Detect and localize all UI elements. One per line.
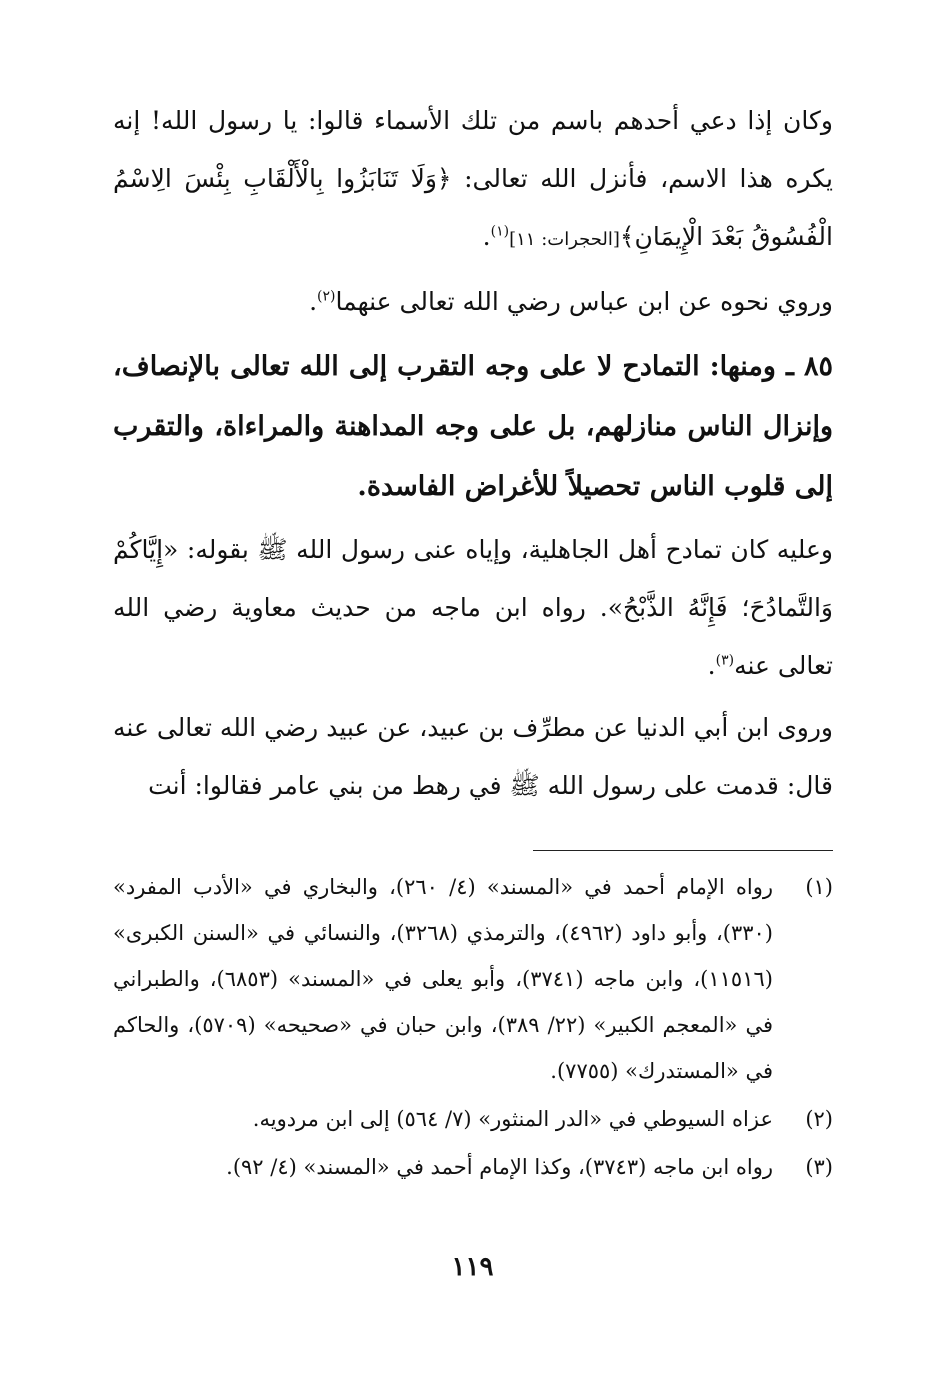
- quran-verse: ﴿وَلَا تَنَابَزُوا بِالْأَلْقَابِ بِئْسَ الِاسْمُ الْفُسُوقُ بَعْدَ الْإِيمَانِ﴾: [113, 164, 833, 251]
- footnote-1: [113, 864, 833, 1094]
- footnote-number: (٢): [805, 1107, 833, 1131]
- footnote-2: [113, 1096, 833, 1142]
- paragraph-1-text: وكان إذا دعي أحدهم باسم من تلك الأسماء قالوا: يا رسول الله! إنه يكره هذا الاسم، فأنزل الله تعالى:: [113, 106, 833, 193]
- paragraph-4-end: .: [707, 651, 716, 680]
- paragraph-4-text: وعليه كان تمادح أهل الجاهلية، وإياه عنى رسول الله ﷺ بقوله:: [178, 535, 833, 564]
- section-85-heading: [113, 337, 833, 517]
- footnotes: [113, 864, 833, 1192]
- paragraph-2-text: وروي نحوه عن ابن عباس رضي الله تعالى عنهما: [335, 287, 833, 316]
- footnote-text: عزاه السيوطي في «الدر المنثور» (٧/ ٥٦٤) إلى ابن مردويه.: [252, 1107, 773, 1131]
- page-number: ١١٩: [451, 1252, 494, 1282]
- hadith-quote: «إِيَّاكُمْ وَالتَّمادُحَ؛ فَإِنَّهُ الذَّبْحُ»: [113, 535, 833, 622]
- footnote-divider: [533, 850, 833, 851]
- footnote-ref-3[interactable]: (٣): [715, 652, 735, 669]
- footnote-ref-2[interactable]: (٢): [317, 288, 336, 305]
- footnote-ref-1[interactable]: (١): [490, 223, 510, 240]
- paragraph-4: [113, 521, 833, 695]
- paragraph-1: [113, 92, 833, 269]
- paragraph-4-text-2: . رواه ابن ماجه من حديث معاوية رضي الله تعالى عنه: [113, 593, 833, 680]
- footnote-number: (٣): [805, 1155, 833, 1179]
- verse-source: [الحجرات: ١١]: [509, 229, 620, 250]
- footnote-3: [113, 1144, 833, 1190]
- footnote-text: رواه ابن ماجه (٣٧٤٣)، وكذا الإمام أحمد في «المسند» (٤/ ٩٢).: [226, 1155, 773, 1179]
- paragraph-2-end: .: [309, 287, 318, 316]
- main-text: [113, 92, 833, 819]
- paragraph-5-text: وروى ابن أبي الدنيا عن مطرِّف بن عبيد، عن عبيد رضي الله تعالى عنه قال: قدمت على رسول الله ﷺ في رهط من بني عامر فقالوا: أنت: [113, 713, 833, 800]
- paragraph-2: [113, 273, 833, 331]
- paragraph-5: [113, 699, 833, 815]
- paragraph-1-end: .: [482, 222, 491, 251]
- section-85-text: ٨٥ ـ ومنها: التمادح لا على وجه التقرب إلى الله تعالى بالإنصاف، وإنزال الناس منازلهم، بل على وجه المداهنة والمراءاة، والتقرب إلى قلوب الناس تحصيلاً للأغراض الفاسدة.: [113, 351, 833, 502]
- footnote-number: (١): [805, 875, 833, 899]
- footnote-text: رواه الإمام أحمد في «المسند» (٤/ ٢٦٠)، والبخاري في «الأدب المفرد» (٣٣٠)، وأبو داود (٤٩٦٢)، والترمذي (٣٢٦٨)، والنسائي في «السنن الكبرى» (١١٥١٦)، وابن ماجه (٣٧٤١)، وأبو يعلى في «المسند» (٦٨٥٣)، والطبراني في «المعجم الكبير» (٢٢/ ٣٨٩)، وابن حبان في «صحيحه» (٥٧٠٩)، والحاكم في «المستدرك» (٧٧٥٥).: [113, 875, 773, 1083]
